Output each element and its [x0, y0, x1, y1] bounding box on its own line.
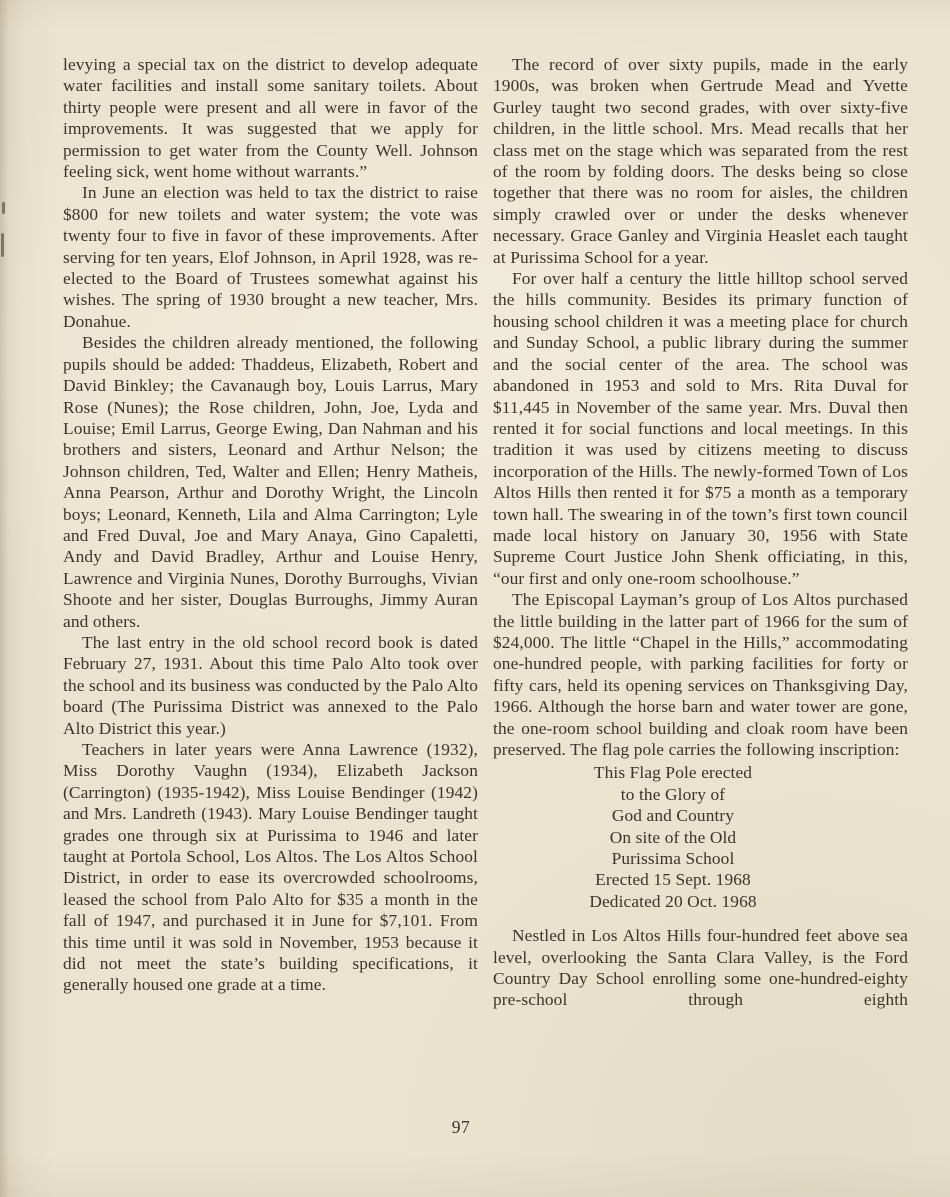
paragraph: For over half a century the little hilltop school served the hills community. Besides its primary function of housing school children it was a meeting place for church and Sunday School, a public library during the summer and the social center of the area. The school was abandoned in 1953 and sold to Mrs. Rita Duval for $11,445 in November of the same year. Mrs. Duval then rented it for social functions and local meetings. In this tradition it was used by citizens meeting to discuss incorporation of the Hills. The newly-formed Town of Los Altos Hills then rented it for $75 a month as a temporary town hall. The swearing in of the town’s first town council made local history on January 30, 1956 with State Supreme Court Justice John Shenk officiating, in this, “our first and only one-room schoolhouse.” [493, 269, 908, 588]
page-edge-mark [2, 202, 5, 214]
right-column [493, 54, 908, 1011]
text-columns [63, 54, 908, 1011]
paragraph: The Episcopal Layman’s group of Los Altos purchased the little building in the latter part of 1966 for the sum of $24,000. The little “Chapel in the Hills,” accommodating one-hundred people, with parking facilities for forty or fifty cars, held its opening services on Thanksgiving Day, 1966. Although the horse barn and water tower are gone, the one-room school building and cloak room have been preserved. The flag pole carries the following inscription: [493, 590, 908, 759]
paragraph: Besides the children already mentioned, the following pupils should be added: Thaddeus, Elizabeth, Robert and David Binkley; the Cavanaugh boy, Louis Larrus, Mary Rose (Nunes); the Rose children, John, Joe, Lyda and Louise; Emil Larrus, George Ewing, Dan Nahman and his brothers and sisters, Leonard and Arthur Nelson; the Johnson children, Ted, Walter and Ellen; Henry Matheis, Anna Pearson, Arthur and Dorothy Wright, the Lincoln boys; Leonard, Kenneth, Lila and Alma Carrington; Lyle and Fred Duval, Joe and Mary Anaya, Gino Capaletti, Andy and David Bradley, Arthur and Louise Henry, Lawrence and Virginia Nunes, Dorothy Burroughs, Vivian Shoote and her sister, Douglas Burroughs, Jimmy Auran and others. [63, 333, 478, 631]
inscription-line: Dedicated 20 Oct. 1968 [589, 891, 757, 911]
inscription-line: Erected 15 Sept. 1968 [595, 870, 751, 890]
flagpole-inscription [493, 762, 908, 912]
inscription-line: God and Country [611, 806, 735, 826]
page-edge-mark [1, 233, 4, 257]
page-number: 97 [451, 1117, 471, 1137]
paragraph: Teachers in later years were Anna Lawrence (1932), Miss Dorothy Vaughn (1934), Elizabeth Jackson (Carrington) (1935-1942), Miss Louise Bendinger (1942) and Mrs. Landreth (1943). Mary Louise Bendinger taught grades one through six at Purissima to 1946 and later taught at Portola School, Los Altos. The Los Altos School District, in order to ease its overcrowded schoolrooms, leased the school from Palo Alto for $35 a month in the fall of 1947, and purchased it in June for $7,101. From this time until it was sold in November, 1953 because it did not meet the state’s building specifications, it generally housed one grade at a time. [63, 740, 478, 995]
inscription-line: This Flag Pole erected [593, 763, 753, 783]
paragraph: The last entry in the old school record book is dated February 27, 1931. About this time Palo Alto took over the school and its business was conducted by the Palo Alto board (The Purissima District was annexed to the Palo Alto District this year.) [63, 632, 478, 738]
paragraph: The record of over sixty pupils, made in the early 1900s, was broken when Gertrude Mead and Yvette Gurley taught two second grades, with over sixty-five children, in the little school. Mrs. Mead recalls that her class met on the stage which was separated from the rest of the room by folding doors. The desks being so close together that there was no room for aisles, the children simply crawled over or under the desks whenever necessary. Grace Ganley and Virginia Heaslet each taught at Purissima School for a year. [493, 55, 908, 267]
inscription-line: to the Glory of [620, 784, 726, 804]
inscription-line: On site of the Old [609, 827, 737, 847]
paragraph: In June an election was held to tax the district to raise $800 for new toilets and water system; the vote was twenty four to five in favor of these improvements. After serving for ten years, Elof Johnson, in April 1928, was re-elected to the Board of Trustees somewhat against his wishes. The spring of 1930 brought a new teacher, Mrs. Donahue. [63, 183, 478, 331]
left-column [63, 54, 478, 1011]
paragraph: levying a special tax on the district to develop adequate water facilities and install some sanitary toilets. About thirty people were present and all were in favor of the improvements. It was suggested that we apply for permission to get water from the County Well. Johnson feeling sick, went home without warrants.” [63, 55, 478, 182]
inscription-line: Purissima School [611, 849, 735, 869]
paragraph: Nestled in Los Altos Hills four-hundred feet above sea level, overlooking the Santa Clara Valley, is the Ford Country Day School enrolling some one-hundred-eighty pre-school through eighth [493, 926, 908, 1010]
